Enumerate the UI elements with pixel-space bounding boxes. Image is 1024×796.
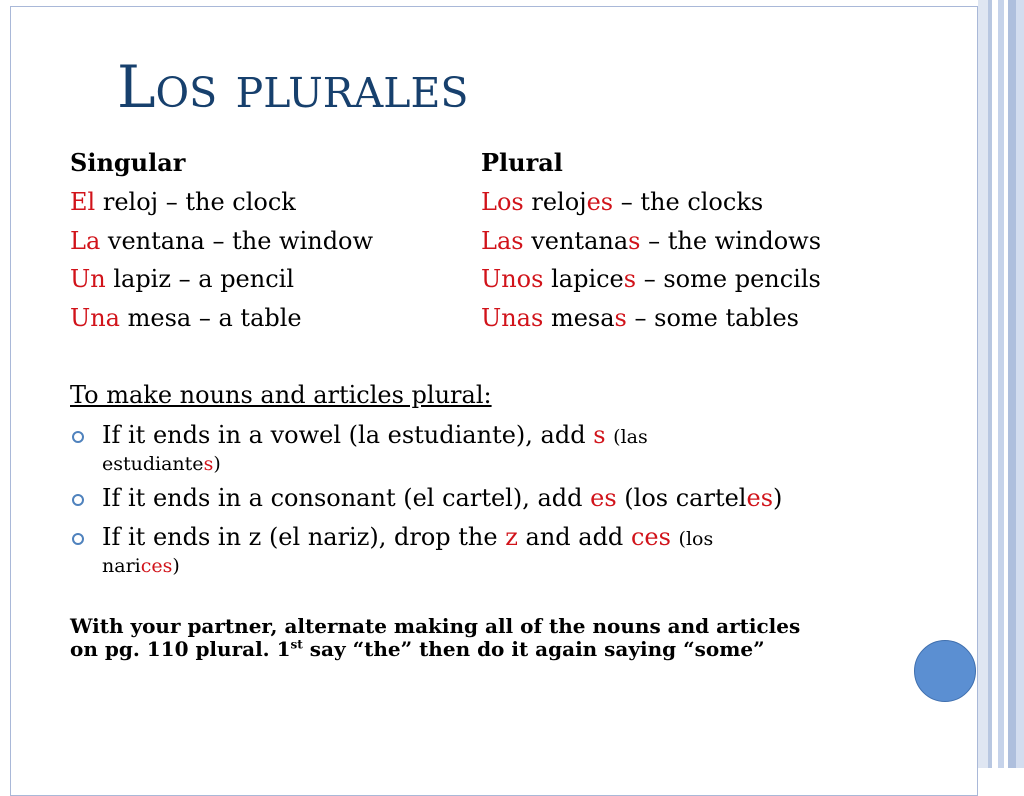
plural-translation: – the windows <box>640 227 822 255</box>
instruction-text-2: say “the” then do it again saying “some” <box>302 637 765 661</box>
plural-translation: – some tables <box>626 304 799 332</box>
slide-title: Los plurales <box>117 53 469 121</box>
plural-suffix: s <box>614 304 627 332</box>
plural-translation: – some pencils <box>636 265 821 293</box>
rule-example-open: (las <box>613 426 648 448</box>
rule-example-open: (los <box>678 528 714 550</box>
rule-example-open: (los cartel <box>624 484 747 512</box>
plural-stem: ventana <box>531 227 629 255</box>
rule-text: If it ends in a vowel (la estudiante), add <box>102 421 594 449</box>
ordinal-suffix: st <box>290 637 303 652</box>
bullet-icon <box>72 431 84 443</box>
singular-article: La <box>70 227 101 255</box>
instruction-line-1: With your partner, alternate making all of the nouns and articles <box>70 614 801 638</box>
rule-add: es <box>590 484 617 512</box>
plural-row <box>481 187 763 217</box>
rule-item <box>102 420 648 452</box>
plural-stem: reloj <box>531 188 587 216</box>
bullet-icon <box>72 494 84 506</box>
rule-example <box>102 551 180 581</box>
plural-translation: – the clocks <box>613 188 764 216</box>
partner-instruction <box>70 615 800 661</box>
plural-header: Plural <box>481 148 563 177</box>
rule-item <box>102 483 782 513</box>
singular-translation: – the clock <box>158 188 296 216</box>
plural-article: Unos <box>481 265 544 293</box>
singular-noun: mesa <box>127 304 192 332</box>
singular-article: El <box>70 188 96 216</box>
plural-row <box>481 226 821 256</box>
singular-article: Un <box>70 265 106 293</box>
plural-suffix: es <box>586 188 614 216</box>
rule-text: If it ends in z (el nariz), drop the <box>102 523 506 551</box>
plural-suffix: s <box>623 265 637 293</box>
rule-example-stem: estudiante <box>102 453 204 475</box>
singular-translation: – a table <box>191 304 302 332</box>
instruction-line-2 <box>70 638 800 661</box>
singular-translation: – the window <box>204 227 374 255</box>
rule-drop: z <box>505 523 518 551</box>
singular-translation: – a pencil <box>171 265 295 293</box>
rule-example-close: ) <box>773 484 783 512</box>
singular-row <box>70 264 294 294</box>
rule-add: ces <box>630 523 671 551</box>
rules-heading: To make nouns and articles plural: <box>70 381 492 409</box>
plural-article: Unas <box>481 304 544 332</box>
rule-add: s <box>593 421 606 449</box>
singular-noun: ventana <box>107 227 205 255</box>
plural-article: Las <box>481 227 524 255</box>
rule-example <box>102 449 221 479</box>
instruction-text: on pg. 110 plural. 1 <box>70 637 291 661</box>
singular-header: Singular <box>70 148 186 177</box>
singular-row <box>70 187 296 217</box>
rule-example-close: ) <box>213 453 221 475</box>
plural-article: Los <box>481 188 524 216</box>
plural-row <box>481 303 799 333</box>
singular-noun: reloj <box>102 188 159 216</box>
singular-noun: lapiz <box>113 265 171 293</box>
plural-stem: mesa <box>550 304 615 332</box>
rule-example-stem: nari <box>102 555 141 577</box>
singular-article: Una <box>70 304 120 332</box>
rule-item <box>102 522 713 554</box>
rule-text: If it ends in a consonant (el cartel), add <box>102 484 591 512</box>
rule-example-suffix: ces <box>140 555 173 577</box>
bullet-icon <box>72 533 84 545</box>
plural-row <box>481 264 821 294</box>
plural-suffix: s <box>628 227 641 255</box>
rule-example-suffix: s <box>203 453 214 475</box>
decorative-circle <box>914 640 976 702</box>
rule-text-2: and add <box>517 523 631 551</box>
singular-row <box>70 226 373 256</box>
plural-stem: lapice <box>551 265 624 293</box>
rule-example-close: ) <box>172 555 180 577</box>
decorative-side-stripes <box>978 0 1024 768</box>
rule-example-suffix: es <box>746 484 774 512</box>
singular-row <box>70 303 302 333</box>
